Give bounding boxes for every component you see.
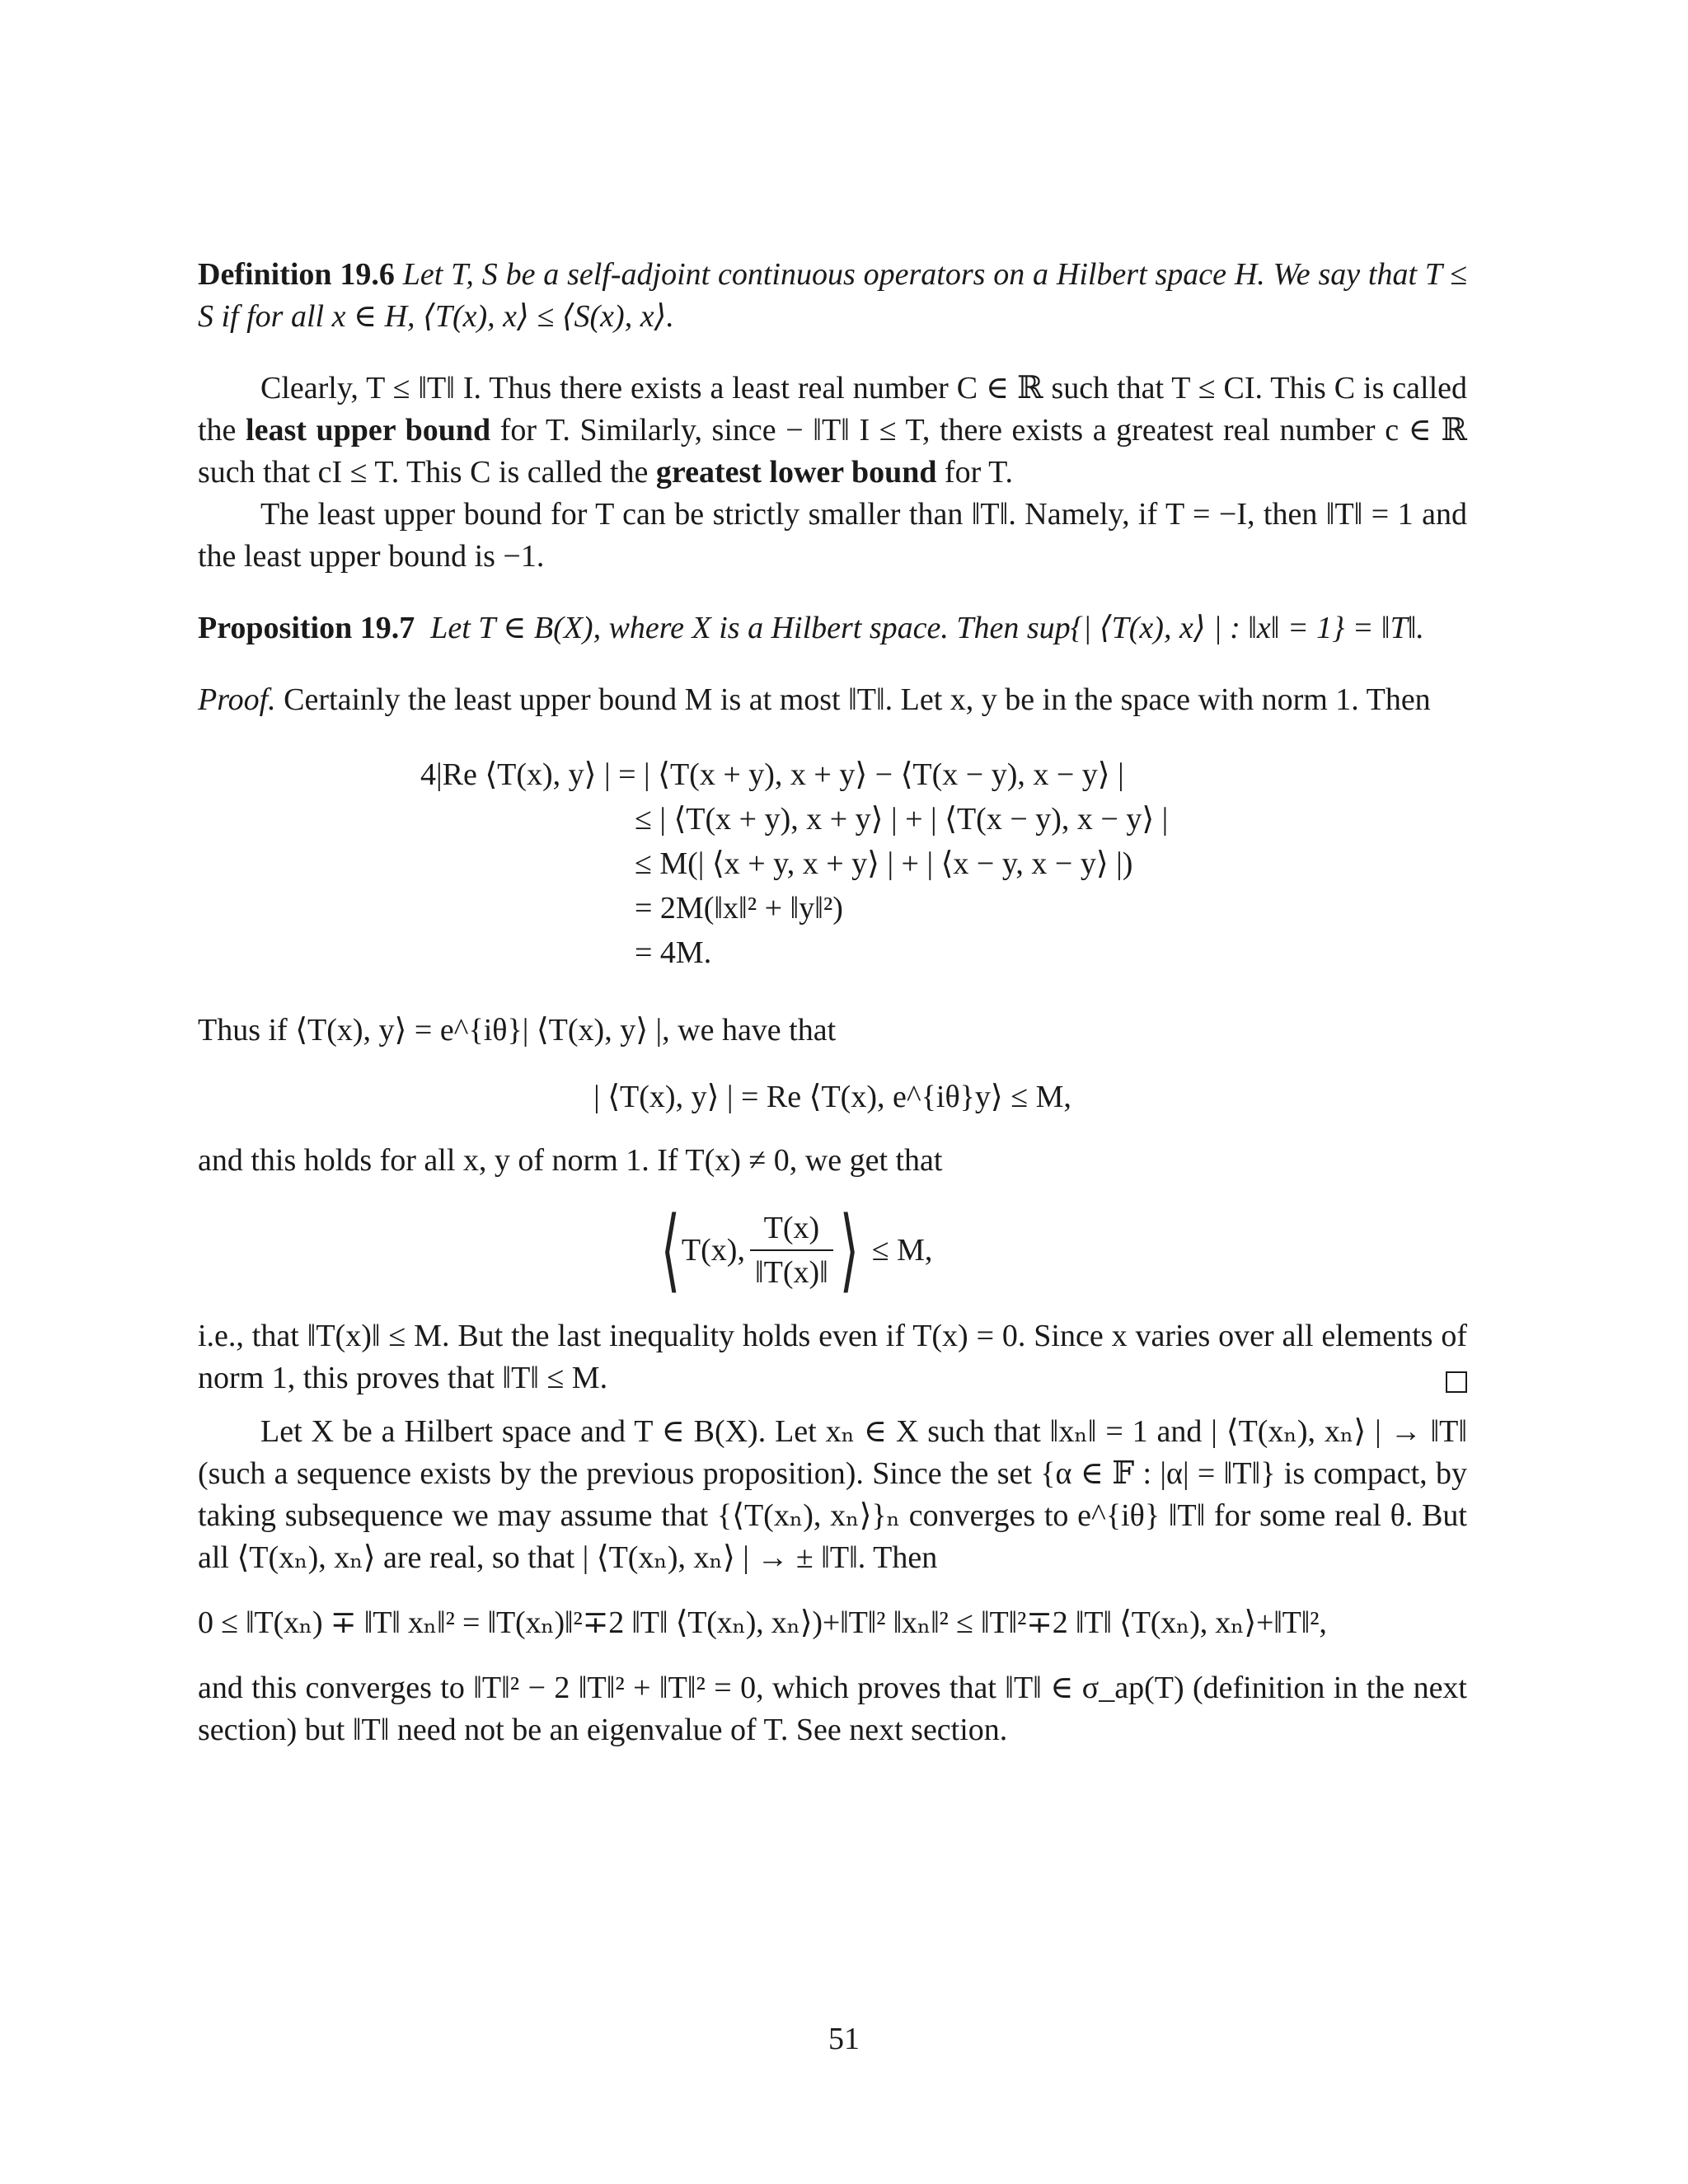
equation-line-1: 4|Re ⟨T(x), y⟩ | = | ⟨T(x + y), x + y⟩ − ⟨T(x − y), x − y⟩ |: [420, 757, 1124, 792]
equation-line-2: ≤ | ⟨T(x + y), x + y⟩ | + | ⟨T(x − y), x − y⟩ |: [635, 802, 1169, 837]
equation-line-3: ≤ M(| ⟨x + y, x + y⟩ | + | ⟨x − y, x − y⟩ |): [635, 846, 1133, 881]
definition-body: Let T, S be a self-adjoint continuous operators on a Hilbert space H. We say that T ≤ S if for all x ∈ H, ⟨T(x), x⟩ ≤ ⟨S(x), x⟩.: [198, 257, 1467, 334]
paragraph-bounds: [198, 368, 1467, 494]
aligned-inequalities: [198, 754, 1467, 982]
proposition-head: Proposition 19.7: [198, 611, 415, 645]
definition-19-6: [198, 254, 1467, 338]
proof-conclusion: [198, 1315, 1467, 1399]
para1-text-c: for T.: [936, 455, 1014, 490]
definition-head: Definition 19.6: [198, 257, 395, 292]
long-inequality: 0 ≤ ‖T(xₙ) ∓ ‖T‖ xₙ‖² = ‖T(xₙ)‖²∓2 ‖T‖ ⟨T(xₙ), xₙ⟩)+‖T‖² ‖xₙ‖² ≤ ‖T‖²∓2 ‖T‖ ⟨T(xₙ), xₙ⟩+‖T‖²,: [198, 1605, 1327, 1640]
term-greatest-lower-bound: greatest lower bound: [655, 455, 937, 490]
display-equation-1: | ⟨T(x), y⟩ | = Re ⟨T(x), e^{iθ}y⟩ ≤ M,: [593, 1080, 1071, 1114]
final-paragraph: and this converges to ‖T‖² − 2 ‖T‖² + ‖T‖² = 0, which proves that ‖T‖ ∈ σ_ap(T) (definition in the next section) but ‖T‖ need not be an eigenvalue of T. See next section.: [198, 1671, 1467, 1747]
fraction-denominator: ‖T(x)‖: [750, 1249, 833, 1291]
fraction-display: [198, 1197, 1467, 1304]
frac-left-term: T(x),: [681, 1232, 745, 1268]
para1-text-a: Clearly, T ≤ ‖T‖ I. Thus there exists a least real number C ∈ ℝ such that T ≤ CI. This C is called the: [198, 371, 1467, 448]
paragraph-example: The least upper bound for T can be strictly smaller than ‖T‖. Namely, if T = −I, then ‖T‖ = 1 and the least upper bound is −1.: [198, 497, 1467, 574]
fraction: [750, 1210, 833, 1291]
left-angle-bracket: ⟨: [660, 1200, 681, 1301]
paragraph-sequence: Let X be a Hilbert space and T ∈ B(X). Let xₙ ∈ X such that ‖xₙ‖ = 1 and | ⟨T(xₙ), xₙ⟩ | → ‖T‖ (such a sequence exists by the previous proposition). Since the set {α ∈ 𝔽 : |α| = ‖T‖} is compact, by taking subsequence we may assume that {⟨T(xₙ), xₙ⟩}ₙ converges to e^{iθ} ‖T‖ for some real θ. But all ⟨T(xₙ), xₙ⟩ are real, so that | ⟨T(xₙ), xₙ⟩ | → ± ‖T‖. Then: [198, 1414, 1467, 1575]
fraction-numerator: T(x): [763, 1211, 820, 1245]
right-angle-bracket: ⟩: [839, 1200, 860, 1301]
page-number: 51: [828, 2022, 860, 2056]
thus-line: Thus if ⟨T(x), y⟩ = e^{iθ}| ⟨T(x), y⟩ |, we have that: [198, 1013, 837, 1047]
equation-line-5: = 4M.: [635, 935, 712, 970]
proposition-body: Let T ∈ B(X), where X is a Hilbert space. Then sup{| ⟨T(x), x⟩ | : ‖x‖ = 1} = ‖T‖.: [430, 611, 1424, 645]
proof-conclusion-text: i.e., that ‖T(x)‖ ≤ M. But the last inequality holds even if T(x) = 0. Since x varies over all elements of norm 1, this proves that ‖T‖ ≤ M.: [198, 1319, 1467, 1395]
equation-line-4: = 2M(‖x‖² + ‖y‖²): [635, 891, 843, 926]
term-least-upper-bound: least upper bound: [246, 413, 491, 448]
proof-intro-text: Certainly the least upper bound M is at most ‖T‖. Let x, y be in the space with norm 1. Then: [284, 682, 1431, 717]
holds-line: and this holds for all x, y of norm 1. If T(x) ≠ 0, we get that: [198, 1143, 943, 1178]
proof-head: Proof.: [198, 682, 276, 717]
qed-square-icon: [1446, 1371, 1467, 1393]
proposition-19-7: [198, 607, 1467, 649]
para1-text-b: for T. Similarly, since − ‖T‖ I ≤ T, there exists a greatest real number c ∈ ℝ such that cI ≤ T. This C is called the: [198, 413, 1467, 490]
proof-intro: [198, 679, 1467, 721]
page-body: [198, 254, 1467, 1751]
frac-right-term: ≤ M,: [871, 1232, 933, 1268]
